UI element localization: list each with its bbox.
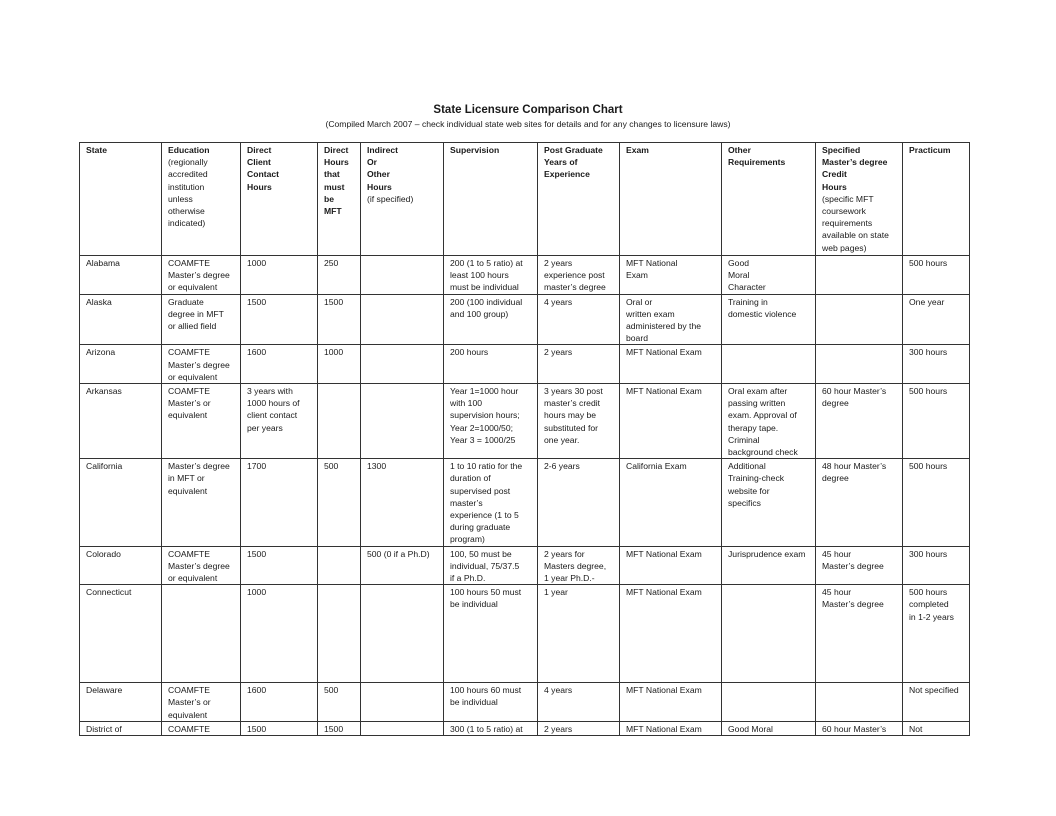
table-cell: 2 years experience post master’s degree — [538, 256, 620, 295]
header-direct-hours-mft: Direct Hours that must be MFT — [318, 143, 361, 256]
header-supervision: Supervision — [444, 143, 538, 256]
table-cell: One year — [903, 294, 970, 345]
table-cell — [816, 256, 903, 295]
table-cell: Colorado — [80, 546, 162, 585]
table-row-california — [80, 459, 970, 546]
table-cell: 100 hours 50 must be individual — [444, 585, 538, 683]
table-cell: Alaska — [80, 294, 162, 345]
table-cell: 1000 — [318, 345, 361, 384]
table-cell: 300 hours — [903, 546, 970, 585]
table-cell: 300 hours — [903, 345, 970, 384]
table-cell: MFT National Exam — [620, 345, 722, 384]
table-cell: 60 hour Master’s — [816, 721, 903, 735]
table-cell: District of — [80, 721, 162, 735]
table-cell: MFT National Exam — [620, 546, 722, 585]
table-cell: 60 hour Master’s degree — [816, 384, 903, 459]
table-cell: MFT National Exam — [620, 721, 722, 735]
table-cell: 200 hours — [444, 345, 538, 384]
table-cell: MFT National Exam — [620, 384, 722, 459]
table-cell: COAMFTE Master’s degree or equivalent — [162, 345, 241, 384]
table-row-arizona — [80, 345, 970, 384]
table-cell: 1 to 10 ratio for the duration of supervised post master’s experience (1 to 5 during graduate program) — [444, 459, 538, 546]
table-cell: Delaware — [80, 683, 162, 722]
table-cell: 4 years — [538, 294, 620, 345]
table-cell: Oral or written exam administered by the board — [620, 294, 722, 345]
table-cell — [361, 721, 444, 735]
table-cell: 500 (0 if a Ph.D) — [361, 546, 444, 585]
table-cell: 45 hour Master’s degree — [816, 585, 903, 683]
table-cell: 500 hours completed in 1-2 years — [903, 585, 970, 683]
header-education: Education (regionally accredited institution unless otherwise indicated) — [162, 143, 241, 256]
table-cell — [361, 384, 444, 459]
header-exam: Exam — [620, 143, 722, 256]
table-cell: 200 (100 individual and 100 group) — [444, 294, 538, 345]
table-cell: 300 (1 to 5 ratio) at — [444, 721, 538, 735]
table-cell: COAMFTE Master’s or equivalent — [162, 384, 241, 459]
table-cell: 500 hours — [903, 384, 970, 459]
table-cell: Alabama — [80, 256, 162, 295]
table-cell: 1 year — [538, 585, 620, 683]
table-cell: 1500 — [241, 546, 318, 585]
table-cell — [162, 585, 241, 683]
header-row — [80, 143, 970, 256]
table-cell: 4 years — [538, 683, 620, 722]
table-cell: Good Moral — [722, 721, 816, 735]
table-row-connecticut — [80, 585, 970, 683]
table-cell: Year 1=1000 hour with 100 supervision hours; Year 2=1000/50; Year 3 = 1000/25 — [444, 384, 538, 459]
page-title: State Licensure Comparison Chart — [433, 104, 623, 116]
header-other-requirements: Other Requirements — [722, 143, 816, 256]
table-cell: Master’s degree in MFT or equivalent — [162, 459, 241, 546]
licensure-table — [79, 142, 970, 736]
table-cell: 1500 — [318, 294, 361, 345]
table-row-colorado — [80, 546, 970, 585]
table-cell: 1500 — [241, 294, 318, 345]
table-cell — [318, 384, 361, 459]
header-indirect-hours: Indirect Or Other Hours (if specified) — [361, 143, 444, 256]
table-cell: Arkansas — [80, 384, 162, 459]
table-cell: 1600 — [241, 345, 318, 384]
table-cell — [722, 345, 816, 384]
table-cell — [722, 585, 816, 683]
table-cell: Oral exam after passing written exam. Approval of therapy tape. Criminal background check — [722, 384, 816, 459]
table-cell — [722, 683, 816, 722]
table-cell: MFT National Exam — [620, 256, 722, 295]
table-cell: COAMFTE Master’s degree or equivalent — [162, 256, 241, 295]
table-cell — [361, 585, 444, 683]
table-cell: Connecticut — [80, 585, 162, 683]
table-cell: COAMFTE Master’s degree or equivalent — [162, 546, 241, 585]
table-cell: Arizona — [80, 345, 162, 384]
table-cell: Additional Training-check website for specifics — [722, 459, 816, 546]
table-cell: 2-6 years — [538, 459, 620, 546]
table-cell — [816, 294, 903, 345]
table-cell: Jurisprudence exam — [722, 546, 816, 585]
table-cell: 500 — [318, 459, 361, 546]
table-cell: Graduate degree in MFT or allied field — [162, 294, 241, 345]
table-cell: COAMFTE — [162, 721, 241, 735]
table-cell: 100, 50 must be individual, 75/37.5 if a Ph.D. — [444, 546, 538, 585]
table-cell — [816, 345, 903, 384]
header-credit-hours: Specified Master’s degree Credit Hours (specific MFT coursework requirements available on state web pages) — [816, 143, 903, 256]
table-cell — [361, 294, 444, 345]
table-cell: 1000 — [241, 256, 318, 295]
table-cell: 1500 — [241, 721, 318, 735]
table-cell — [318, 546, 361, 585]
table-cell: 1300 — [361, 459, 444, 546]
table-cell: 48 hour Master’s degree — [816, 459, 903, 546]
table-cell: 200 (1 to 5 ratio) at least 100 hours must be individual — [444, 256, 538, 295]
table-cell: California — [80, 459, 162, 546]
table-cell: 2 years for Masters degree, 1 year Ph.D.- — [538, 546, 620, 585]
table-row-alabama — [80, 256, 970, 295]
table-cell: 2 years — [538, 721, 620, 735]
table-cell: 250 — [318, 256, 361, 295]
header-practicum: Practicum — [903, 143, 970, 256]
table-row-district-of-columbia — [80, 721, 970, 735]
table-cell: 45 hour Master’s degree — [816, 546, 903, 585]
table-cell — [361, 345, 444, 384]
table-row-delaware — [80, 683, 970, 722]
page-subtitle: (Compiled March 2007 – check individual state web sites for details and for any changes to licensure laws) — [325, 119, 731, 129]
table-cell: 500 — [318, 683, 361, 722]
table-cell — [361, 683, 444, 722]
table-cell: 2 years — [538, 345, 620, 384]
table-cell: Not specified — [903, 683, 970, 722]
table-cell: 100 hours 60 must be individual — [444, 683, 538, 722]
table-cell: 1000 — [241, 585, 318, 683]
table-cell: Good Moral Character — [722, 256, 816, 295]
table-cell — [816, 683, 903, 722]
table-cell: 1700 — [241, 459, 318, 546]
table-cell: Training in domestic violence — [722, 294, 816, 345]
table-cell: 1600 — [241, 683, 318, 722]
table-row-alaska — [80, 294, 970, 345]
table-cell — [318, 585, 361, 683]
table-cell: 3 years 30 post master’s credit hours may be substituted for one year. — [538, 384, 620, 459]
header-direct-client-contact-hours: Direct Client Contact Hours — [241, 143, 318, 256]
table-cell: 3 years with 1000 hours of client contact per years — [241, 384, 318, 459]
table-cell: 500 hours — [903, 256, 970, 295]
table-cell: 500 hours — [903, 459, 970, 546]
table-cell: 1500 — [318, 721, 361, 735]
table-cell: MFT National Exam — [620, 585, 722, 683]
table-cell: Not — [903, 721, 970, 735]
table-cell: California Exam — [620, 459, 722, 546]
header-state: State — [80, 143, 162, 256]
table-cell: COAMFTE Master’s or equivalent — [162, 683, 241, 722]
table-cell: MFT National Exam — [620, 683, 722, 722]
header-post-graduate-years: Post Graduate Years of Experience — [538, 143, 620, 256]
table-cell — [361, 256, 444, 295]
table-row-arkansas — [80, 384, 970, 459]
